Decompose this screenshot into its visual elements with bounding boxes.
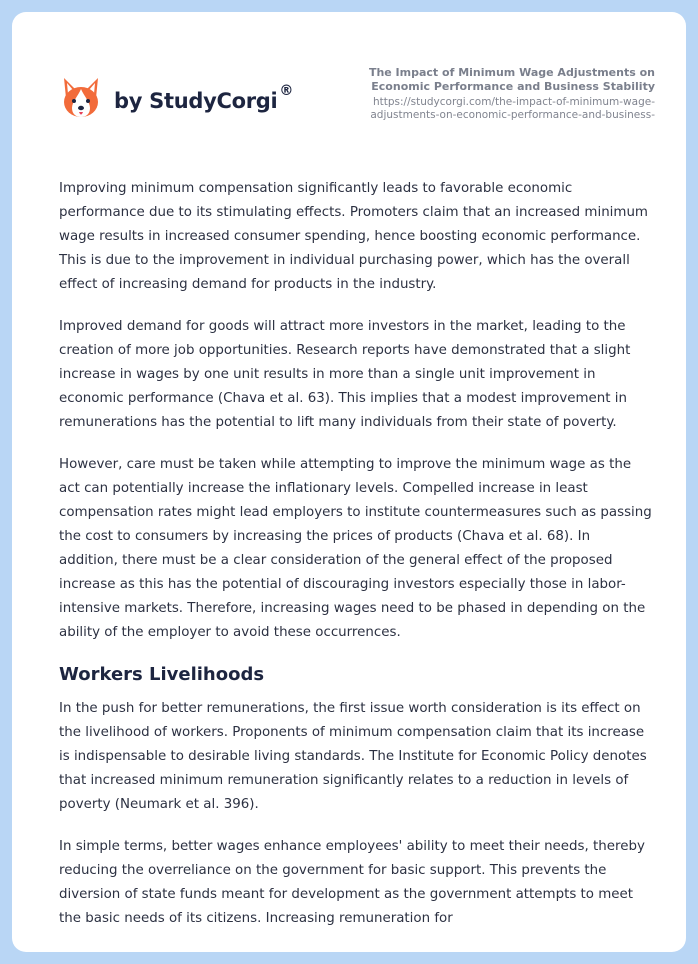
article-body (59, 177, 653, 949)
studycorgi-logo[interactable] (60, 76, 293, 120)
paragraph: In the push for better remunerations, the first issue worth consideration is its effect on the livelihood of workers. Proponents of minimum compensation claim that its increase is indispensable to desirable living standards. The Institute for Economic Policy denotes that increased minimum remuneration significantly relates to a reduction in levels of poverty (Neumark et al. 396). (59, 701, 647, 812)
corgi-icon (60, 76, 102, 120)
document-url[interactable]: https://studycorgi.com/the-impact-of-minimum-wage-adjustments-on-economic-performance-and-business- (370, 96, 655, 121)
brand-name: by StudyCorgi ® (114, 83, 294, 113)
paragraph: Improving minimum compensation significantly leads to favorable economic performance due to its stimulating effects. Promoters claim that an increased minimum wage results in increased consumer spending, hence boosting economic performance. This is due to the improvement in individual purchasing power, which has the overall effect of increasing demand for products in the industry. (59, 181, 648, 292)
document-meta (315, 66, 655, 122)
registered-mark: ® (279, 83, 294, 99)
document-title: The Impact of Minimum Wage Adjustments on Economic Performance and Business Stability (368, 66, 655, 93)
paragraph: However, care must be taken while attempting to improve the minimum wage as the act can potentially increase the inflationary levels. Compelled increase in least compensation rates might lead employers to institute countermeasures such as passing the cost to consumers by increasing the prices of products (Chava et al. 68). In addition, there must be a clear consideration of the general effect of the proposed increase as this has the potential of discouraging investors especially those in labor-intensive markets. Therefore, increasing wages need to be phased in depending on the ability of the employer to avoid these occurrences. (59, 457, 652, 640)
section-heading: Workers Livelihoods (59, 664, 265, 685)
paragraph: Improved demand for goods will attract more investors in the market, leading to the creation of more job opportunities. Research reports have demonstrated that a slight increase in wages by one unit results in more than a single unit improvement in economic performance (Chava et al. 63). This implies that a modest improvement in remunerations has the potential to lift many individuals from their state of poverty. (59, 319, 631, 430)
document-page (12, 12, 686, 952)
paragraph: In simple terms, better wages enhance employees' ability to meet their needs, thereby reducing the overreliance on the government for basic support. This prevents the diversion of state funds meant for development as the government attempts to meet the basic needs of its citizens. Increasing remuneration for (59, 839, 645, 926)
